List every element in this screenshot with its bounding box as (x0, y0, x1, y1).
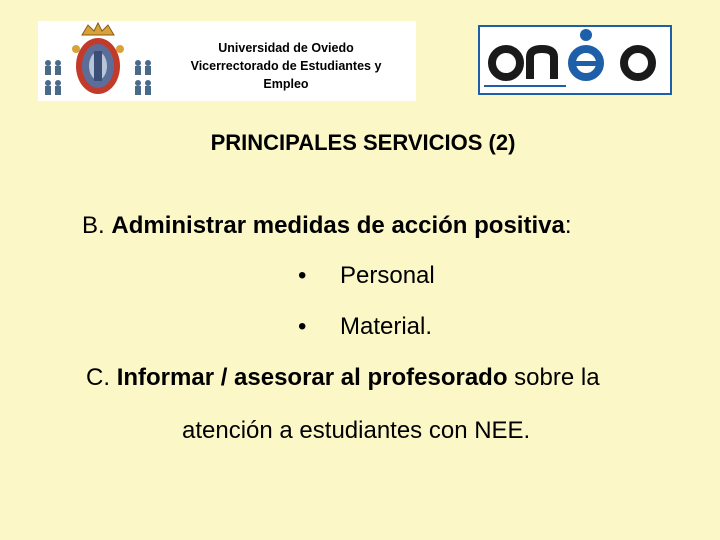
page-title: PRINCIPALES SERVICIOS (2) (210, 130, 516, 155)
university-header (38, 21, 416, 101)
list-item (298, 262, 435, 290)
oneo-logo-icon (478, 25, 672, 95)
bullet-icon: • (298, 313, 307, 340)
section-b-colon: : (564, 212, 572, 239)
section-c-letter: C (86, 364, 104, 391)
oneo-logo (478, 25, 672, 95)
bullet-icon: • (298, 262, 307, 289)
section-c-line-2: atención a estudiantes con NEE. (182, 417, 531, 444)
section-c-bold-text: Informar / asesorar al profesorado (116, 364, 508, 391)
university-line-1: Universidad de Oviedo (218, 41, 354, 55)
university-line-3: Empleo (263, 77, 309, 91)
section-b-text: Administrar medidas de acción positiva (111, 212, 565, 239)
university-line-2: Vicerrectorado de Estudiantes y (190, 59, 382, 73)
section-c-rest-text: sobre la (507, 364, 600, 391)
bullet-text: Material. (340, 313, 433, 340)
university-crest-icon (38, 21, 158, 101)
section-b-dot: . (98, 212, 112, 239)
section-b-letter: B (82, 212, 99, 239)
section-c-heading (86, 364, 600, 392)
section-b-heading (82, 212, 572, 240)
section-c-dot: . (103, 364, 117, 391)
bullet-text: Personal (340, 262, 435, 289)
university-name (166, 39, 406, 93)
list-item (298, 313, 432, 341)
logo-subtext-mark (484, 85, 566, 87)
